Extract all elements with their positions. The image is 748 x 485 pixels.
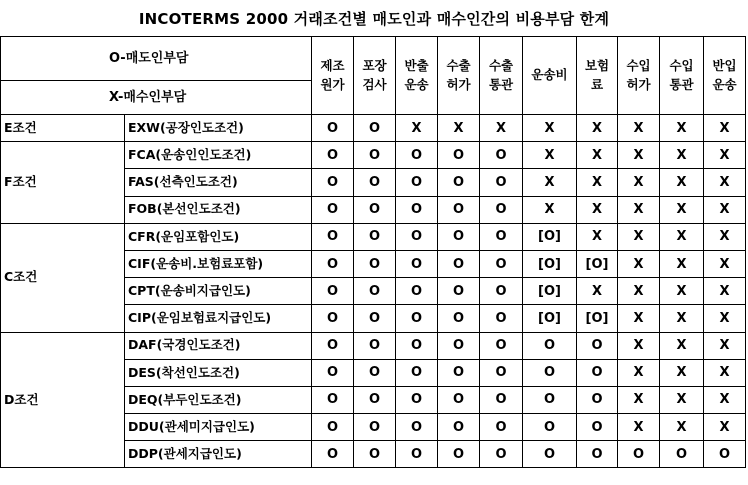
burden-cell: O bbox=[396, 305, 438, 332]
burden-cell: O bbox=[660, 441, 704, 468]
burden-cell: O bbox=[312, 305, 354, 332]
burden-cell: X bbox=[577, 196, 618, 223]
burden-cell: X bbox=[704, 223, 746, 250]
burden-cell: O bbox=[438, 223, 480, 250]
group-label: C조건 bbox=[1, 223, 125, 332]
burden-cell: O bbox=[396, 250, 438, 277]
burden-cell: O bbox=[577, 441, 618, 468]
burden-cell: O bbox=[312, 250, 354, 277]
term-label: DES(착선인도조건) bbox=[125, 359, 312, 386]
burden-cell: X bbox=[704, 142, 746, 169]
term-label: EXW(공장인도조건) bbox=[125, 115, 312, 142]
term-label: CIF(운송비.보험료포함) bbox=[125, 250, 312, 277]
burden-cell: [O] bbox=[523, 278, 577, 305]
burden-cell: O bbox=[577, 414, 618, 441]
burden-cell: X bbox=[618, 414, 660, 441]
burden-cell: X bbox=[704, 414, 746, 441]
burden-cell: O bbox=[354, 250, 396, 277]
header-row bbox=[1, 37, 746, 81]
burden-cell: X bbox=[523, 169, 577, 196]
burden-cell: X bbox=[618, 278, 660, 305]
burden-cell: O bbox=[704, 441, 746, 468]
term-label: CFR(운임포함인도) bbox=[125, 223, 312, 250]
burden-cell: O bbox=[396, 441, 438, 468]
term-label: FOB(본선인도조건) bbox=[125, 196, 312, 223]
burden-cell: X bbox=[618, 359, 660, 386]
burden-cell: X bbox=[618, 305, 660, 332]
burden-cell: O bbox=[354, 115, 396, 142]
burden-cell: O bbox=[396, 196, 438, 223]
burden-cell: O bbox=[438, 359, 480, 386]
burden-cell: X bbox=[660, 169, 704, 196]
term-label: FCA(운송인인도조건) bbox=[125, 142, 312, 169]
burden-cell: O bbox=[354, 441, 396, 468]
burden-cell: O bbox=[354, 223, 396, 250]
burden-cell: X bbox=[577, 223, 618, 250]
burden-cell: O bbox=[312, 142, 354, 169]
burden-cell: X bbox=[577, 115, 618, 142]
burden-cell: X bbox=[618, 115, 660, 142]
burden-cell: O bbox=[523, 332, 577, 359]
burden-cell: X bbox=[618, 142, 660, 169]
burden-cell: X bbox=[660, 386, 704, 413]
burden-cell: O bbox=[438, 441, 480, 468]
term-label: CIP(운임보험료지급인도) bbox=[125, 305, 312, 332]
column-header: 운송비 bbox=[523, 37, 577, 115]
burden-cell: O bbox=[312, 359, 354, 386]
burden-cell: [O] bbox=[523, 223, 577, 250]
burden-cell: O bbox=[312, 332, 354, 359]
burden-cell: X bbox=[523, 142, 577, 169]
burden-cell: O bbox=[438, 142, 480, 169]
burden-cell: O bbox=[438, 386, 480, 413]
burden-cell: O bbox=[480, 414, 523, 441]
burden-cell: O bbox=[312, 441, 354, 468]
term-label: DEQ(부두인도조건) bbox=[125, 386, 312, 413]
burden-cell: O bbox=[312, 223, 354, 250]
burden-cell: O bbox=[523, 386, 577, 413]
burden-cell: O bbox=[312, 278, 354, 305]
burden-cell: O bbox=[396, 142, 438, 169]
burden-cell: O bbox=[577, 332, 618, 359]
burden-cell: O bbox=[480, 250, 523, 277]
burden-cell: [O] bbox=[577, 250, 618, 277]
burden-cell: O bbox=[480, 441, 523, 468]
burden-cell: O bbox=[523, 359, 577, 386]
table-row bbox=[1, 332, 746, 359]
burden-cell: X bbox=[660, 305, 704, 332]
burden-cell: X bbox=[704, 386, 746, 413]
burden-cell: X bbox=[704, 250, 746, 277]
column-header: 수출 통관 bbox=[480, 37, 523, 115]
burden-cell: X bbox=[577, 142, 618, 169]
burden-cell: O bbox=[354, 305, 396, 332]
burden-cell: [O] bbox=[577, 305, 618, 332]
burden-cell: O bbox=[396, 414, 438, 441]
burden-cell: O bbox=[480, 196, 523, 223]
burden-cell: X bbox=[660, 250, 704, 277]
burden-cell: O bbox=[354, 142, 396, 169]
burden-cell: O bbox=[354, 386, 396, 413]
legend-buyer: X-매수인부담 bbox=[1, 81, 312, 115]
burden-cell: O bbox=[438, 250, 480, 277]
burden-cell: O bbox=[438, 278, 480, 305]
burden-cell: X bbox=[660, 115, 704, 142]
burden-cell: X bbox=[704, 169, 746, 196]
burden-cell: O bbox=[312, 386, 354, 413]
burden-cell: X bbox=[618, 196, 660, 223]
burden-cell: O bbox=[480, 305, 523, 332]
burden-cell: X bbox=[618, 250, 660, 277]
burden-cell: X bbox=[660, 223, 704, 250]
table-title: INCOTERMS 2000 거래조건별 매도인과 매수인간의 비용부담 한계 bbox=[138, 9, 610, 28]
burden-cell: O bbox=[354, 196, 396, 223]
burden-cell: X bbox=[480, 115, 523, 142]
burden-cell: O bbox=[438, 169, 480, 196]
burden-cell: O bbox=[480, 169, 523, 196]
incoterms-table bbox=[0, 36, 746, 468]
burden-cell: X bbox=[577, 169, 618, 196]
burden-cell: O bbox=[618, 441, 660, 468]
burden-cell: O bbox=[577, 359, 618, 386]
column-header: 반출 운송 bbox=[396, 37, 438, 115]
burden-cell: X bbox=[618, 386, 660, 413]
table-row bbox=[1, 115, 746, 142]
burden-cell: [O] bbox=[523, 250, 577, 277]
burden-cell: O bbox=[438, 414, 480, 441]
term-label: DDU(관세미지급인도) bbox=[125, 414, 312, 441]
burden-cell: O bbox=[354, 332, 396, 359]
column-header: 제조 원가 bbox=[312, 37, 354, 115]
burden-cell: O bbox=[480, 359, 523, 386]
burden-cell: O bbox=[354, 278, 396, 305]
burden-cell: X bbox=[577, 278, 618, 305]
burden-cell: X bbox=[660, 196, 704, 223]
burden-cell: X bbox=[438, 115, 480, 142]
term-label: CPT(운송비지급인도) bbox=[125, 278, 312, 305]
burden-cell: O bbox=[312, 115, 354, 142]
burden-cell: O bbox=[480, 142, 523, 169]
burden-cell: O bbox=[438, 332, 480, 359]
burden-cell: O bbox=[396, 332, 438, 359]
burden-cell: O bbox=[396, 359, 438, 386]
burden-cell: X bbox=[660, 278, 704, 305]
burden-cell: X bbox=[523, 115, 577, 142]
burden-cell: O bbox=[438, 196, 480, 223]
group-label: E조건 bbox=[1, 115, 125, 142]
burden-cell: O bbox=[396, 169, 438, 196]
burden-cell: X bbox=[618, 169, 660, 196]
term-label: DDP(관세지급인도) bbox=[125, 441, 312, 468]
burden-cell: X bbox=[704, 115, 746, 142]
burden-cell: X bbox=[704, 359, 746, 386]
burden-cell: X bbox=[618, 332, 660, 359]
burden-cell: O bbox=[577, 386, 618, 413]
column-header: 수입 허가 bbox=[618, 37, 660, 115]
group-label: F조건 bbox=[1, 142, 125, 224]
term-label: FAS(선측인도조건) bbox=[125, 169, 312, 196]
table-row bbox=[1, 142, 746, 169]
burden-cell: X bbox=[704, 278, 746, 305]
burden-cell: X bbox=[660, 142, 704, 169]
burden-cell: X bbox=[396, 115, 438, 142]
burden-cell: O bbox=[523, 414, 577, 441]
column-header: 수입 통관 bbox=[660, 37, 704, 115]
burden-cell: X bbox=[704, 196, 746, 223]
burden-cell: O bbox=[480, 223, 523, 250]
burden-cell: O bbox=[312, 169, 354, 196]
group-label: D조건 bbox=[1, 332, 125, 468]
burden-cell: O bbox=[312, 196, 354, 223]
burden-cell: O bbox=[480, 386, 523, 413]
burden-cell: O bbox=[396, 223, 438, 250]
burden-cell: O bbox=[396, 278, 438, 305]
burden-cell: X bbox=[618, 223, 660, 250]
burden-cell: X bbox=[660, 359, 704, 386]
legend-seller: O-매도인부담 bbox=[1, 37, 312, 81]
burden-cell: O bbox=[312, 414, 354, 441]
burden-cell: O bbox=[354, 414, 396, 441]
burden-cell: O bbox=[438, 305, 480, 332]
burden-cell: O bbox=[523, 441, 577, 468]
burden-cell: X bbox=[523, 196, 577, 223]
burden-cell: [O] bbox=[523, 305, 577, 332]
column-header: 반입 운송 bbox=[704, 37, 746, 115]
column-header: 수출 허가 bbox=[438, 37, 480, 115]
burden-cell: X bbox=[660, 332, 704, 359]
burden-cell: X bbox=[704, 332, 746, 359]
table-row bbox=[1, 223, 746, 250]
burden-cell: O bbox=[354, 359, 396, 386]
term-label: DAF(국경인도조건) bbox=[125, 332, 312, 359]
burden-cell: X bbox=[660, 414, 704, 441]
column-header: 보험 료 bbox=[577, 37, 618, 115]
column-header: 포장 검사 bbox=[354, 37, 396, 115]
burden-cell: O bbox=[396, 386, 438, 413]
burden-cell: X bbox=[704, 305, 746, 332]
burden-cell: O bbox=[480, 332, 523, 359]
burden-cell: O bbox=[480, 278, 523, 305]
burden-cell: O bbox=[354, 169, 396, 196]
